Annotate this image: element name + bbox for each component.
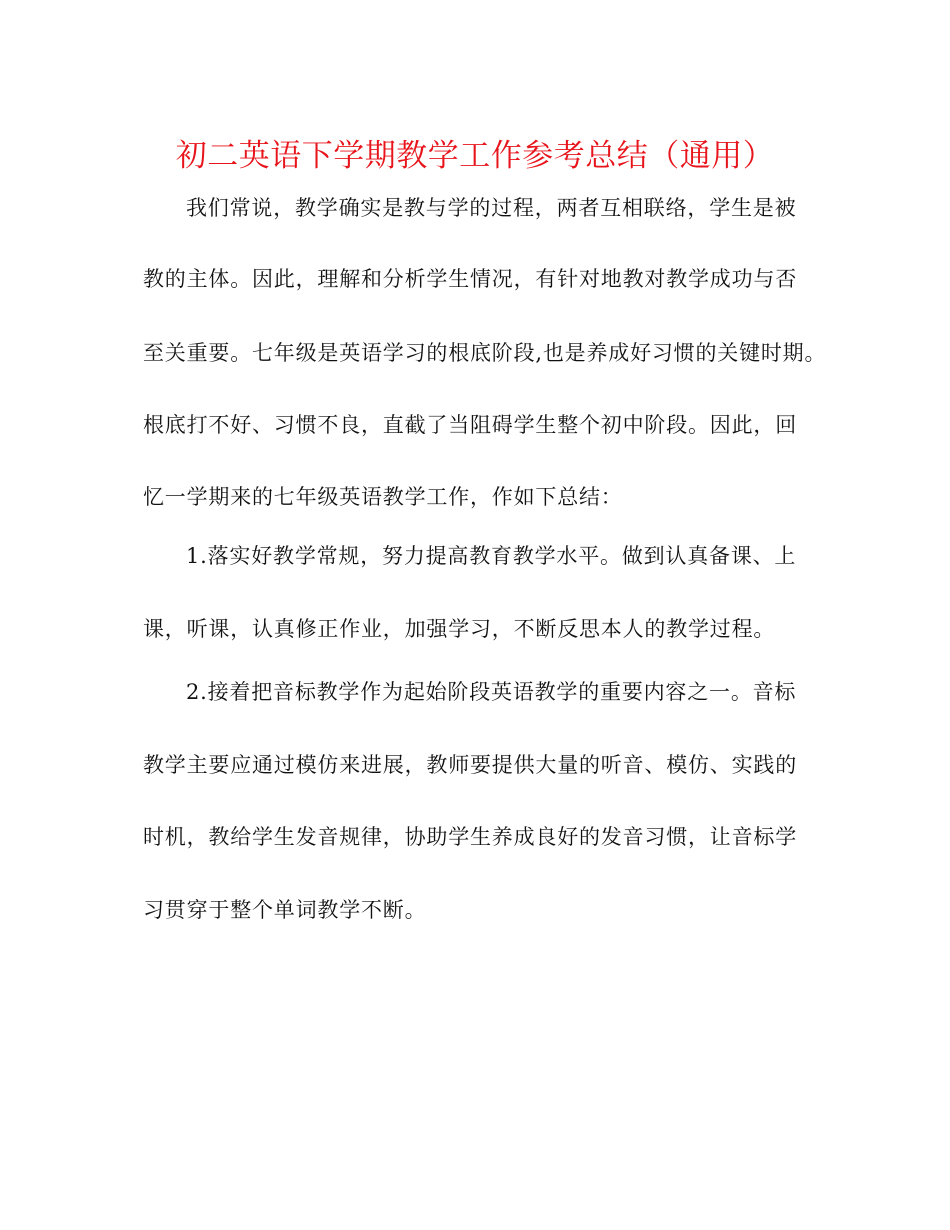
paragraph-1-line-4: 根底打不好、习惯不良，直截了当阻碍学生整个初中阶段。因此，回 (143, 413, 797, 437)
document-title: 初二英语下学期教学工作参考总结（通用） (175, 138, 775, 174)
item-2-line-2: 教学主要应通过模仿来进展，教师要提供大量的听音、模仿、实践的 (143, 753, 797, 777)
paragraph-1-line-3: 至关重要。七年级是英语学习的根底阶段,也是养成好习惯的关键时期。 (143, 341, 827, 365)
item-1-line-2: 课，听课，认真修正作业，加强学习，不断反思本人的教学过程。 (143, 617, 776, 641)
paragraph-1-line-1: 我们常说，教学确实是教与学的过程，两者互相联络，学生是被 (186, 196, 797, 220)
item-2-line-3: 时机，教给学生发音规律，协助学生养成良好的发音习惯，让音标学 (143, 825, 797, 849)
item-1-line-1: 1.落实好教学常规，努力提高教育教学水平。做到认真备课、上 (186, 544, 797, 568)
paragraph-1-line-5: 忆一学期来的七年级英语教学工作，作如下总结： (143, 485, 623, 509)
item-2-line-1: 2.接着把音标教学作为起始阶段英语教学的重要内容之一。音标 (186, 680, 797, 704)
item-2-line-4: 习贯穿于整个单词教学不断。 (143, 898, 427, 922)
paragraph-1-line-2: 教的主体。因此，理解和分析学生情况，有针对地教对教学成功与否 (143, 267, 797, 291)
